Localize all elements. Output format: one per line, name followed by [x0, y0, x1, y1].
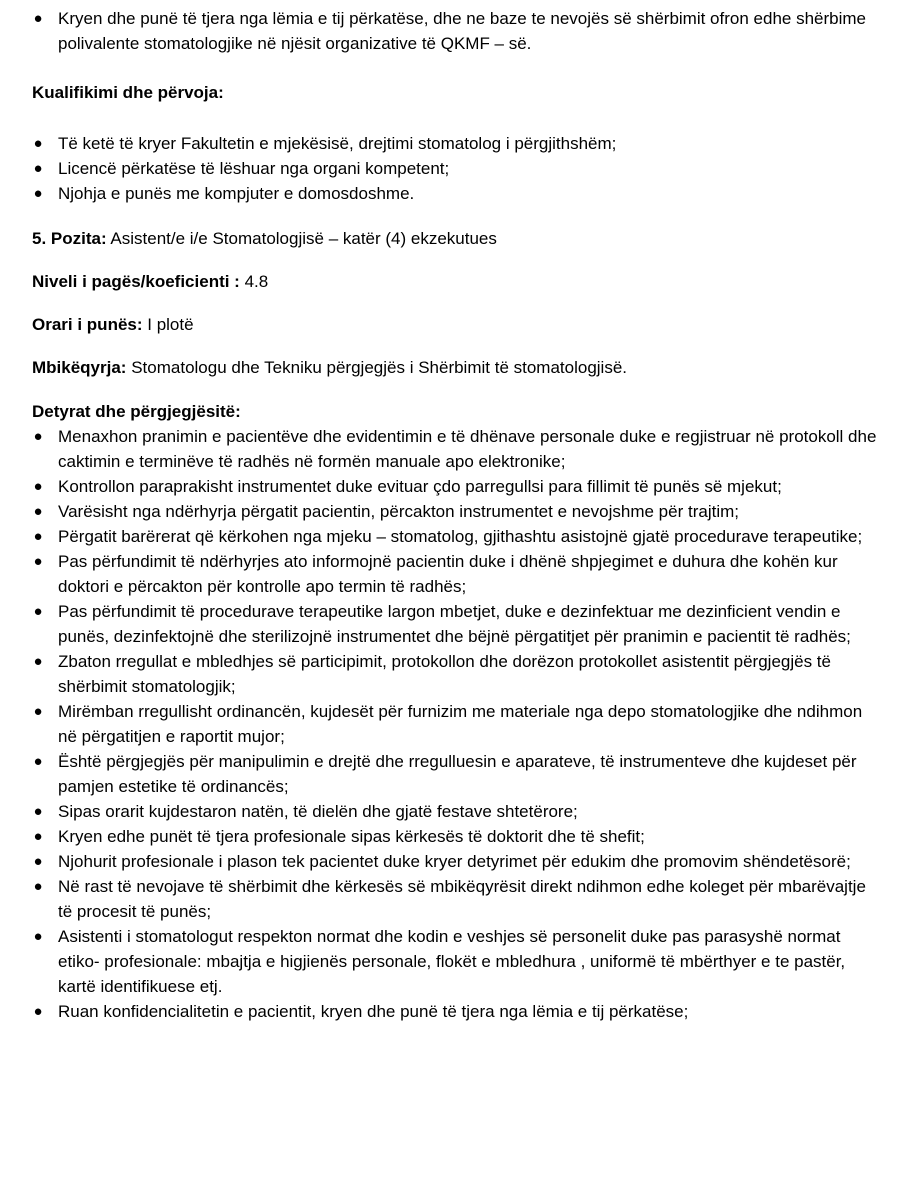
list-item-text: Kryen edhe punët të tjera profesionale sipas kërkesës të doktorit dhe të shefit; [58, 827, 645, 846]
list-item-text: Zbaton rregullat e mbledhjes së participimit, protokollon dhe dorëzon protokollet asistentit përgjegjës të shërbimit stomatologjik; [58, 652, 831, 696]
work-hours-label: Orari i punës: [32, 315, 143, 334]
bullet-icon: ● [33, 803, 43, 820]
qualifications-heading: Kualifikimi dhe përvoja: [32, 83, 224, 102]
list-item [0, 156, 900, 181]
bullet-icon: ● [33, 653, 43, 670]
list-item-text: Njohurit profesionale i plason tek pacientet duke kryer detyrimet për edukim dhe promovim shëndetësorë; [58, 852, 851, 871]
bullet-icon: ● [33, 878, 43, 895]
bullet-icon: ● [33, 503, 43, 520]
list-item-text: Kryen dhe punë të tjera nga lëmia e tij përkatëse, dhe ne baze te nevojës së shërbimit ofron edhe shërbime polivalente stomatologjike në njësit organizative të QKMF – së. [58, 9, 866, 53]
bullet-icon: ● [33, 478, 43, 495]
duties-heading: Detyrat dhe përgjegjësitë: [32, 402, 241, 421]
list-item-text: Njohja e punës me kompjuter e domosdoshme. [58, 184, 415, 203]
list-item-text: Është përgjegjës për manipulimin e drejtë dhe rregulluesin e aparateve, të instrumenteve dhe kujdeset për pamjen estetike të ordinancës; [58, 752, 857, 796]
position-line [0, 226, 900, 251]
bullet-icon: ● [33, 753, 43, 770]
list-item-text: Asistenti i stomatologut respekton normat dhe kodin e veshjes së personelit duke pas parasyshë normat etiko- profesionale: mbajtja e higjienës personale, flokët e mbledhura , uniformë të mbërthyer e te pastër, kartë identifikuese etj. [58, 927, 846, 996]
list-item [0, 874, 900, 924]
pay-level-value: 4.8 [239, 272, 269, 291]
list-item [0, 6, 900, 56]
list-item [0, 131, 900, 156]
list-item-text: Varësisht nga ndërhyrja përgatit pacientin, përcakton instrumentet e nevojshme për trajtim; [58, 502, 739, 521]
list-item [0, 924, 900, 999]
list-item [0, 849, 900, 874]
list-item [0, 424, 900, 474]
bullet-icon: ● [33, 828, 43, 845]
list-item [0, 824, 900, 849]
list-item-text: Sipas orarit kujdestaron natën, të dielën dhe gjatë festave shtetërore; [58, 802, 578, 821]
list-item-text: Ruan konfidencialitetin e pacientit, kryen dhe punë të tjera nga lëmia e tij përkatëse; [58, 1002, 689, 1021]
list-item-text: Pas përfundimit të procedurave terapeutike largon mbetjet, duke e dezinfektuar me dezinficient vendin e punës, dezinfektojnë dhe sterilizojnë instrumentet dhe bëjnë përgatitjet për pranimin e pacientit të radhës; [58, 602, 851, 646]
list-item [0, 599, 900, 649]
list-item-text: Menaxhon pranimin e pacientëve dhe evidentimin e të dhënave personale duke e regjistruar në protokoll dhe caktimin e terminëve të radhës në formën manuale apo elektronike; [58, 427, 877, 471]
bullet-icon: ● [33, 428, 43, 445]
list-item [0, 549, 900, 599]
list-item-text: Mirëmban rregullisht ordinancën, kujdesët për furnizim me materiale nga depo stomatologjike dhe ndihmon në përgatitjen e raportit mujor; [58, 702, 863, 746]
list-item [0, 749, 900, 799]
bullet-icon: ● [33, 603, 43, 620]
bullet-icon: ● [33, 703, 43, 720]
bullet-icon: ● [33, 528, 43, 545]
list-item-text: Përgatit barërerat që kërkohen nga mjeku – stomatolog, gjithashtu asistojnë gjatë procedurave terapeutike; [58, 527, 863, 546]
work-hours-line [0, 312, 900, 337]
supervision-value: Stomatologu dhe Tekniku përgjegjës i Shërbimit të stomatologjisë. [126, 358, 628, 377]
bullet-icon: ● [33, 135, 43, 152]
position-label: 5. Pozita: [32, 229, 107, 248]
work-hours-value: I plotë [142, 315, 194, 334]
list-item [0, 999, 900, 1024]
bullet-icon: ● [33, 185, 43, 202]
list-item [0, 474, 900, 499]
list-item [0, 799, 900, 824]
list-item-text: Pas përfundimit të ndërhyrjes ato informojnë pacientin duke i dhënë shpjegimet e duhura dhe kohën kur doktori e përcakton për kontrolle apo termin të radhës; [58, 552, 838, 596]
list-item-text: Kontrollon paraprakisht instrumentet duke evituar çdo parregullsi para fillimit të punës së mjekut; [58, 477, 782, 496]
list-item [0, 181, 900, 206]
list-item [0, 499, 900, 524]
bullet-icon: ● [33, 1003, 43, 1020]
list-item-text: Licencë përkatëse të lëshuar nga organi kompetent; [58, 159, 450, 178]
bullet-icon: ● [33, 853, 43, 870]
supervision-label: Mbikëqyrja: [32, 358, 127, 377]
bullet-icon: ● [33, 553, 43, 570]
list-item [0, 699, 900, 749]
list-item-text: Të ketë të kryer Fakultetin e mjekësisë, drejtimi stomatolog i përgjithshëm; [58, 134, 617, 153]
position-value: Asistent/e i/e Stomatologjisë – katër (4) ekzekutues [106, 229, 497, 248]
bullet-icon: ● [33, 160, 43, 177]
qualifications-list [0, 131, 900, 206]
duties-list [0, 424, 900, 1024]
list-item-text: Në rast të nevojave të shërbimit dhe kërkesës së mbikëqyrësit direkt ndihmon edhe koleget për mbarëvajtje të procesit të punës; [58, 877, 866, 921]
supervision-line [0, 355, 900, 380]
bullet-icon: ● [33, 10, 43, 27]
pay-level-line [0, 269, 900, 294]
pay-level-label: Niveli i pagës/koeficienti : [32, 272, 240, 291]
continued-duties-list [0, 6, 900, 56]
list-item [0, 524, 900, 549]
list-item [0, 649, 900, 699]
bullet-icon: ● [33, 928, 43, 945]
